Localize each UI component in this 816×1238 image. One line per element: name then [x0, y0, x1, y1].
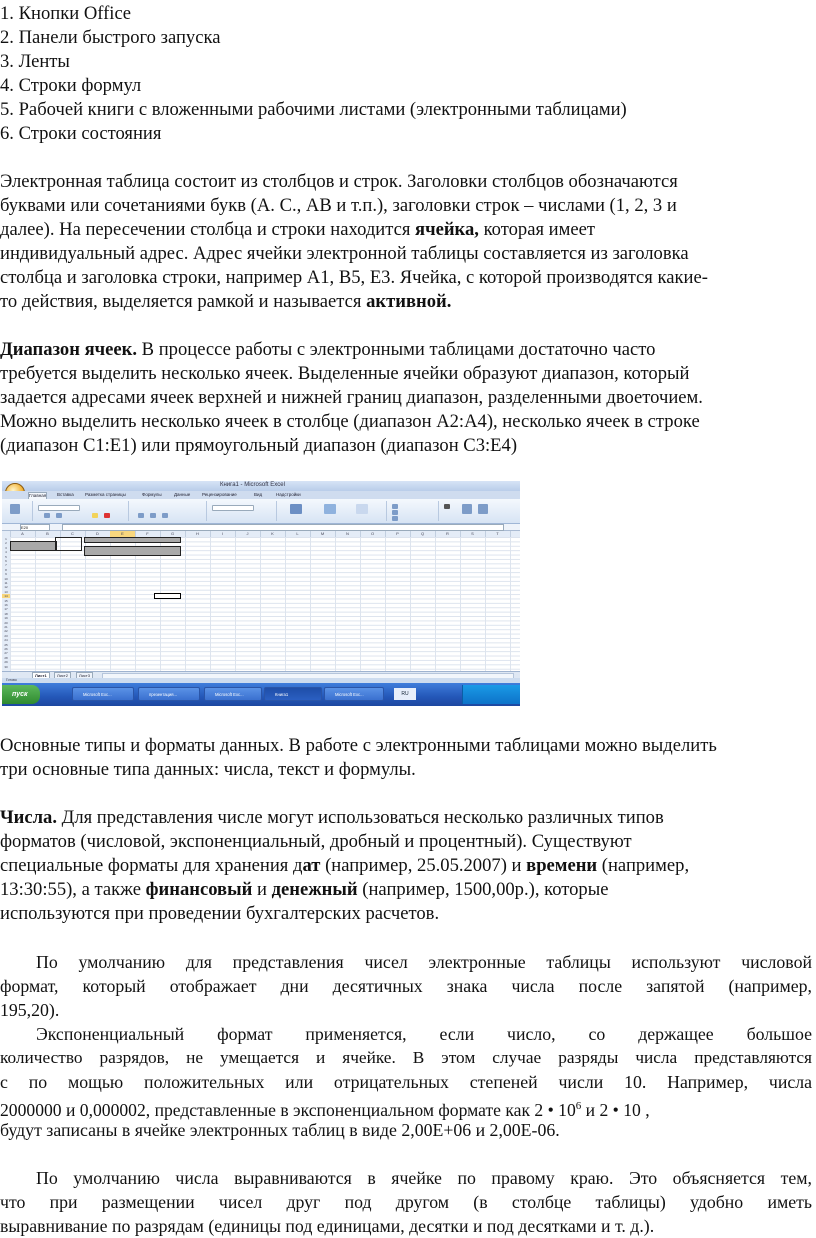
- term-cell: ячейка,: [415, 219, 479, 240]
- ribbon-tab-page-layout: Разметка страницы: [85, 492, 126, 497]
- row-header: 13: [4, 589, 8, 594]
- excel-title-bar: [2, 481, 520, 491]
- text-line: используются при проведении бухгалтерских расчетов.: [0, 903, 440, 924]
- ribbon-tab-insert: Вставка: [57, 492, 74, 497]
- row-header: 22: [4, 629, 8, 634]
- column-header-g: G: [160, 531, 186, 537]
- sheet-tab-1: Лист1: [32, 672, 50, 679]
- row-header: 17: [4, 607, 8, 612]
- row-header: 2: [5, 541, 7, 546]
- text-line: По умолчанию числа выравниваются в ячейке по правому краю. Это объясняется тем,: [36, 1168, 812, 1188]
- font-color-icon: [104, 513, 110, 518]
- term-time: времени: [526, 855, 598, 876]
- range-c1-e1: [84, 537, 181, 543]
- sheet-tabs: [2, 671, 520, 678]
- text-line: специальные форматы для хранения дат (например, 25.05.2007) и времени (например,: [0, 855, 690, 876]
- row-header: 30: [4, 664, 8, 669]
- row-header: 14: [2, 594, 10, 598]
- column-header-a: A: [10, 531, 36, 537]
- fill-color-icon: [92, 513, 98, 518]
- formula-bar: [2, 524, 520, 531]
- text-line: 195,20).: [0, 1000, 60, 1020]
- text-line: индивидуальный адрес. Адрес ячейки электронной таблицы составляется из заголовка: [0, 243, 689, 264]
- row-header: 25: [4, 642, 8, 647]
- text-line: что при размещении чисел друг под другом (в столбце таблицы) удобно иметь: [0, 1192, 812, 1212]
- ribbon-group-cells: [386, 501, 439, 521]
- active-cell: [154, 593, 181, 599]
- ribbon: [2, 499, 520, 524]
- text-line: далее). На пересечении столбца и строки находится ячейка, которая имеет: [0, 219, 596, 240]
- list-item-formula-bar: 4. Строки формул: [0, 75, 142, 96]
- column-header-f: F: [135, 531, 161, 537]
- column-header-k: K: [260, 531, 286, 537]
- ribbon-tabs: [2, 491, 520, 499]
- text-line: задается адресами ячеек верхней и нижней границ диапазон, разделенными двоеточием.: [0, 387, 703, 408]
- text-line: 2000000 и 0,000002, представленные в экспоненциальном формате как 2 • $10^6$ и 2 • 10 ,: [0, 1099, 650, 1120]
- text-line: 13:30:55), а также финансовый и денежный (например, 1500,00р.), которые: [0, 879, 609, 900]
- start-button: пуск: [2, 685, 40, 704]
- ribbon-tab-formulas: Формулы: [142, 492, 162, 497]
- list-item-office-button: 1. Кнопки Office: [0, 3, 131, 24]
- column-header-q: Q: [410, 531, 436, 537]
- align-center-icon: [150, 513, 156, 518]
- text-line: требуется выделить несколько ячеек. Выделенные ячейки образуют диапазон, который: [0, 363, 690, 384]
- name-box: E20: [20, 524, 50, 531]
- row-header: 10: [4, 576, 8, 581]
- sheet-tab-2: Лист2: [54, 672, 71, 679]
- text-line: будут записаны в ячейке электронных таблиц в виде 2,00Е+06 и 2,00Е-06.: [0, 1120, 560, 1140]
- ribbon-tab-data: Данные: [174, 492, 191, 497]
- column-header-l: L: [285, 531, 311, 537]
- column-header-p: P: [385, 531, 411, 537]
- row-header: 5: [5, 554, 7, 559]
- text-line: три основные типа данных: числа, текст и формулы.: [0, 759, 416, 780]
- text-line: Числа. Для представления числе могут использоваться несколько различных типов: [0, 807, 664, 828]
- row-header: 1: [5, 537, 7, 541]
- text-line: то действия, выделяется рамкой и называется активной.: [0, 291, 452, 312]
- row-header: 21: [4, 625, 8, 629]
- text-line: столбца и заголовка строки, например А1, В5, Е3. Ячейка, с которой производятся какие-: [0, 267, 708, 288]
- text-line: буквами или сочетаниями букв (А. С., АВ и т.п.), заголовки строк – числами (1, 2, 3 и: [0, 195, 677, 216]
- column-header-c: C: [60, 531, 86, 537]
- windows-taskbar: [2, 683, 520, 706]
- sort-icon: [462, 504, 472, 514]
- row-header: 3: [5, 545, 7, 550]
- row-header: 16: [4, 603, 8, 607]
- ribbon-group-editing: [438, 501, 498, 521]
- taskbar-item: Microsoft Exc...: [204, 687, 262, 701]
- ribbon-tab-review: Рецензирование: [202, 492, 237, 497]
- row-header: 7: [5, 563, 7, 568]
- find-icon: [478, 504, 488, 514]
- column-header-d: D: [85, 531, 111, 537]
- text-line: форматов (числовой, экспоненциальный, дробный и процентный). Существуют: [0, 831, 632, 852]
- ribbon-group-styles: [276, 501, 387, 521]
- column-header-o: O: [360, 531, 386, 537]
- row-header: 28: [4, 655, 8, 660]
- align-left-icon: [138, 513, 144, 518]
- ribbon-tab-addins: Надстройки: [276, 492, 301, 497]
- ribbon-group-alignment: [128, 501, 207, 521]
- column-header-i: I: [210, 531, 236, 537]
- list-item-ribbon: 3. Ленты: [0, 51, 70, 72]
- row-header: 15: [4, 598, 8, 603]
- format-table-icon: [324, 504, 336, 514]
- column-header-e: E: [110, 531, 136, 537]
- text-line: Можно выделить несколько ячеек в столбце (диапазон А2:А4), несколько ячеек в строке: [0, 411, 700, 432]
- row-header: 23: [4, 633, 8, 638]
- taskbar-item-active: Книга1: [264, 687, 322, 701]
- term-active: активной.: [366, 291, 452, 312]
- range-c3-e4: [84, 546, 181, 556]
- row-header: 20: [4, 620, 8, 625]
- row-header: 9: [5, 572, 7, 577]
- number-format-icon: [212, 505, 254, 511]
- term-monetary: денежный: [271, 879, 358, 900]
- text-line: (диапазон С1:Е1) или прямоугольный диапазон (диапазон С3:Е4): [0, 435, 518, 456]
- paste-icon: [10, 504, 20, 514]
- format-icon: [392, 516, 398, 521]
- language-indicator: RU: [394, 688, 416, 700]
- column-header-b: B: [35, 531, 61, 537]
- row-header: 19: [4, 616, 8, 621]
- font-box-icon: [38, 505, 80, 511]
- delete-icon: [392, 510, 398, 515]
- ribbon-group-number: [206, 501, 277, 521]
- sheet-tab-3: Лист3: [76, 672, 93, 679]
- column-header-m: M: [310, 531, 336, 537]
- column-header-h: H: [185, 531, 211, 537]
- list-item-workbook: 5. Рабочей книги с вложенными рабочими листами (электронными таблицами): [0, 99, 627, 120]
- insert-icon: [392, 504, 398, 509]
- row-header: 8: [5, 567, 7, 572]
- column-header-j: J: [235, 531, 261, 537]
- text-line: Основные типы и форматы данных. В работе с электронными таблицами можно выделить: [0, 735, 717, 756]
- align-right-icon: [162, 513, 168, 518]
- row-header: 4: [5, 550, 7, 555]
- ribbon-tab-view: Вид: [254, 492, 263, 497]
- text-line: Экспоненциальный формат применяется, если число, со держащее большое: [36, 1024, 812, 1044]
- taskbar-item: Microsoft Exc...: [72, 687, 134, 701]
- ribbon-tab-home: Главная: [29, 493, 47, 498]
- list-item-status-bar: 6. Строки состояния: [0, 123, 162, 144]
- text-line: формат, который отображает дни десятичных знака числа после запятой (например,: [0, 976, 812, 996]
- list-item-quick-access: 2. Панели быстрого запуска: [0, 27, 221, 48]
- ribbon-group-clipboard: [2, 501, 33, 521]
- text-line: количество разрядов, не умещается и ячейке. В этом случае разряды числа представляются: [0, 1048, 812, 1067]
- row-header: 11: [4, 581, 8, 585]
- conditional-format-icon: [290, 504, 302, 514]
- worksheet-grid: [10, 537, 520, 671]
- row-header: 6: [5, 559, 7, 563]
- cell-styles-icon: [356, 504, 368, 514]
- column-header-r: R: [435, 531, 461, 537]
- term-range: Диапазон ячеек.: [0, 339, 138, 360]
- text-line: Электронная таблица состоит из столбцов и строк. Заголовки столбцов обозначаются: [0, 171, 678, 192]
- ribbon-group-font: [32, 501, 129, 521]
- italic-icon: [56, 513, 62, 518]
- row-header: 29: [4, 660, 8, 665]
- text-line: с по мощью положительных или отрицательных степеней числи 10. Например, числа: [0, 1072, 812, 1092]
- term-dates: ат: [302, 855, 321, 876]
- row-header: 26: [4, 647, 8, 651]
- row-header: 12: [4, 585, 8, 590]
- row-header: 18: [4, 611, 8, 616]
- text-line: По умолчанию для представления чисел электронные таблицы используют числовой: [36, 952, 812, 972]
- column-header-t: T: [485, 531, 511, 537]
- range-b1-b3: [55, 537, 82, 551]
- sum-icon: [444, 504, 450, 509]
- text-line: Диапазон ячеек. В процессе работы с электронными таблицами достаточно часто: [0, 339, 656, 360]
- text-line: выравнивание по разрядам (единицы под единицами, десятки и под десятками и т. д.).: [0, 1216, 655, 1236]
- system-tray: [462, 685, 520, 704]
- exponent: 6: [575, 1100, 582, 1112]
- formula-input: [62, 524, 504, 531]
- excel-screenshot: [2, 481, 520, 706]
- bold-icon: [44, 513, 50, 518]
- term-numbers: Числа.: [0, 807, 57, 828]
- range-a2-a4: [10, 541, 57, 551]
- taskbar-item: Microsoft Exc...: [324, 687, 384, 701]
- status-text: Готово: [6, 678, 17, 682]
- column-header-n: N: [335, 531, 361, 537]
- column-header-s: S: [460, 531, 486, 537]
- row-header: 24: [4, 638, 8, 643]
- term-financial: финансовый: [145, 879, 253, 900]
- excel-title: Книга1 - Microsoft Excel: [220, 482, 285, 488]
- row-header: 27: [4, 651, 8, 656]
- taskbar-item: презентация...: [138, 687, 200, 701]
